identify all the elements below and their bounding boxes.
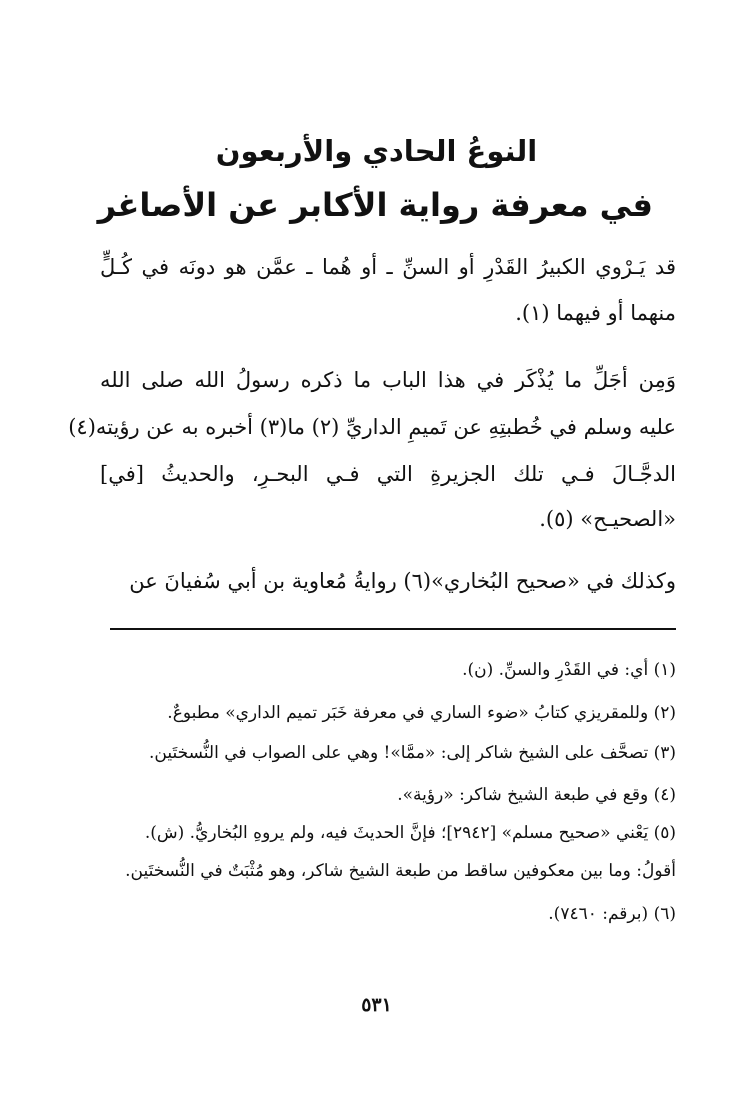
footnote-6: (٦) (برقم: ٧٤٦٠). — [548, 904, 676, 924]
footnote-5: (٥) يَعْني «صحيح مسلم» [٢٩٤٢]؛ فإنَّ الحديثَ فيه، ولم يروهِ البُخاريُّ. (ش). — [144, 823, 676, 843]
paragraph-2-line-2: عليه وسلم في خُطبتِهِ عن تَميمِ الداريِّ (٢) ما(٣) أخبره به عن رؤيته(٤) — [68, 415, 676, 439]
footnote-4: (٤) وقع في طبعة الشيخ شاكر: «رؤية». — [397, 785, 676, 805]
paragraph-2-line-4: «الصحيـح» (٥). — [539, 507, 676, 531]
paragraph-2-line-3: الدجَّـالَ فـي تلك الجزيرةِ التي فـي البحـرِ، والحديثُ [في] — [100, 462, 676, 486]
paragraph-1-line-2: منهما أو فيهما (١). — [515, 301, 676, 325]
footnote-divider — [110, 628, 676, 630]
footnote-1: (١) أي: في القَدْرِ والسنِّ. (ن). — [462, 660, 676, 680]
paragraph-1-line-1: قد يَـرْوي الكبيرُ القَدْرِ أو السنِّ ـ أو هُما ـ عمَّن هو دونَه في كُـلٍّ — [100, 255, 676, 279]
chapter-title: النوعُ الحادي والأربعون — [215, 134, 538, 168]
paragraph-3-line-1: وكذلك في «صحيح البُخاري»(٦) روايةُ مُعاوية بن أبي سُفيانَ عن — [129, 569, 676, 593]
footnote-5-continuation: أقولُ: وما بين معكوفين ساقط من طبعة الشيخ شاكر، وهو مُثْبَتٌ في النُّسختَين. — [125, 861, 676, 881]
chapter-subtitle: في معرفة رواية الأكابر عن الأصاغر — [97, 186, 653, 224]
page-number: ٥٣١ — [361, 994, 392, 1016]
footnote-2: (٢) وللمقريزي كتابُ «ضوء الساري في معرفة خَبَر تميم الداري» مطبوعٌ. — [167, 703, 676, 723]
paragraph-2-line-1: وَمِن أجَلِّ ما يُذْكَر في هذا الباب ما ذكره رسولُ الله صلى الله — [100, 368, 676, 392]
footnote-3: (٣) تصحَّف على الشيخ شاكر إلى: «ممَّا»! وهي على الصواب في النُّسختَين. — [149, 743, 676, 763]
